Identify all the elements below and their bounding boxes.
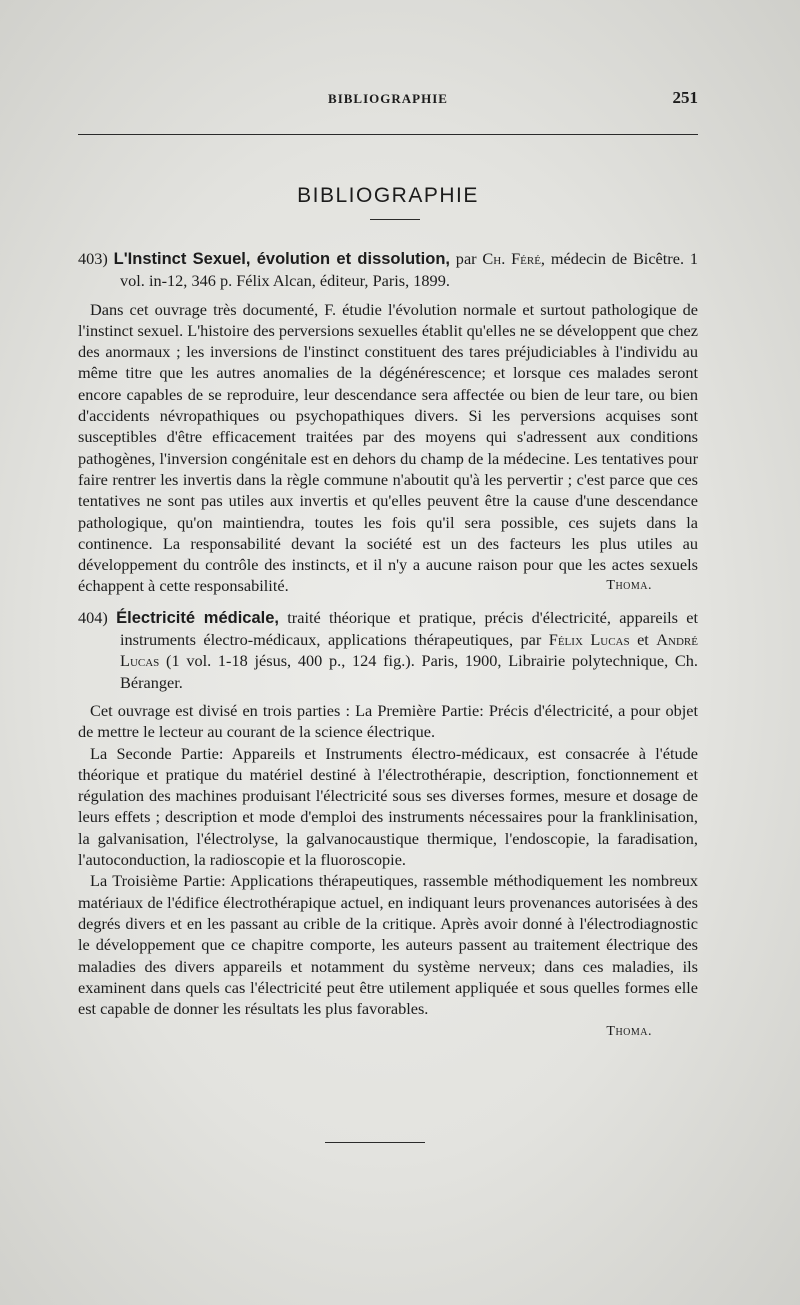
running-title: BIBLIOGRAPHIE — [328, 91, 448, 106]
page-content — [78, 248, 698, 1043]
entry-heading — [78, 607, 698, 693]
entry-number: 403) — [78, 249, 108, 268]
entry-author: Ch. Féré, — [482, 249, 545, 268]
review-paragraph: La Troisième Partie: Applications thérapeutiques, rassemble méthodiquement les nombreux matériaux de l'édifice électrothérapique actuel, en indiquant leurs provenances autorisées à des degrés divers et en les passant au crible de la critique. Après avoir donné à l'électrodiagnostic le développement que ce chapitre comporte, les auteurs passent au traitement électrique des maladies des divers appareils et notamment du système nerveux; dans ces maladies, ils examinent dans quels cas l'électricité peut être utilement appliquée et sous quelles formes elle est capable de donner les résultats les plus favorables. — [78, 871, 698, 1019]
entry-title: Électricité médicale, — [116, 608, 279, 627]
closing-rule — [325, 1142, 425, 1143]
running-header — [78, 88, 698, 110]
entry-details: médecin de Bicêtre. 1 vol. in-12, 346 p. Félix Alcan, éditeur, Paris, 1899. — [120, 249, 698, 291]
entry-heading — [78, 248, 698, 292]
entry-number: 404) — [78, 607, 108, 627]
entry-by: par — [455, 249, 477, 268]
review-paragraph: Cet ouvrage est divisé en trois parties : La Première Partie: Précis d'électricité, a pour objet de mettre le lecteur au courant de la science électrique. — [78, 700, 698, 742]
entry-title: L'Instinct Sexuel, évolution et dissolution, — [113, 250, 450, 268]
section-title: BIBLIOGRAPHIE — [297, 184, 479, 207]
reviewer-signature: Thoma. — [606, 1024, 652, 1040]
entry-and: et — [637, 630, 649, 650]
entry-details: traité théorique et pratique, précis d'électricité, appareils et instruments électro-médicaux, applications thérapeutiques, par — [120, 607, 698, 650]
review-paragraph: La Seconde Partie: Appareils et Instruments électro-médicaux, est consacrée à l'étude théorique et pratique du matériel destiné à l'électrothérapie, description, fonctionnement et régulation des machines produisant l'électricité sous ses diverses formes, mesure et dosage de leurs effets ; description et mode d'emploi des instruments nécessaires pour la franklinisation, la galvanisation, l'électrolyse, la galvanocaustique thermique, l'endoscopie, la faradisation, l'autoconduction, la radioscopie et la fluoroscopie. — [78, 743, 698, 870]
review-paragraph: Dans cet ouvrage très documenté, F. étudie l'évolution normale et surtout pathologique de l'instinct sexuel. L'histoire des perversions sexuelles établit qu'elles ne se développent que chez des anormaux ; les inversions de l'instinct constituent des tares préjudiciables à l'individu au même titre que les autres anomalies de la dégénérescence; et lorsque ces malades seront encore capables de se reproduire, leur descendance sera affectée ou bien de leur tare, ou bien d'accidents névropathiques ou psychopathiques divers. Si les perversions acquises sont susceptibles d'être efficacement traitées par des moyens qui s'adressent aux conditions pathogènes, l'inversion congénitale est en dehors du champ de la médecine. Les tentatives pour faire rentrer les invertis dans la règle commune n'aboutit qu'à les pervertir ; c'est parce que ces tentatives ne sont pas utiles aux invertis et qu'elles peuvent être la cause d'une descendance pathologique, qu'on maintiendra, toutes les fois qu'il sera possible, ces sujets dans la continence. La responsabilité devant la société est un des facteurs les plus utiles au développement du contrôle des instincts, et il n'y a aucune raison pour que les actes sexuels échappent à cette responsabilité. Thoma. — [78, 299, 698, 596]
entry-author: André Lucas — [120, 630, 698, 671]
page-number: 251 — [672, 88, 698, 107]
signature-line — [78, 1019, 698, 1042]
title-rule — [370, 219, 420, 220]
header-rule — [78, 134, 698, 135]
entry-details: (1 vol. 1-18 jésus, 400 p., 124 fig.). Paris, 1900, Librairie polytechnique, Ch. Béranger. — [120, 651, 699, 692]
reviewer-signature: Thoma. — [606, 578, 652, 594]
entry-author: Félix Lucas — [548, 630, 630, 650]
